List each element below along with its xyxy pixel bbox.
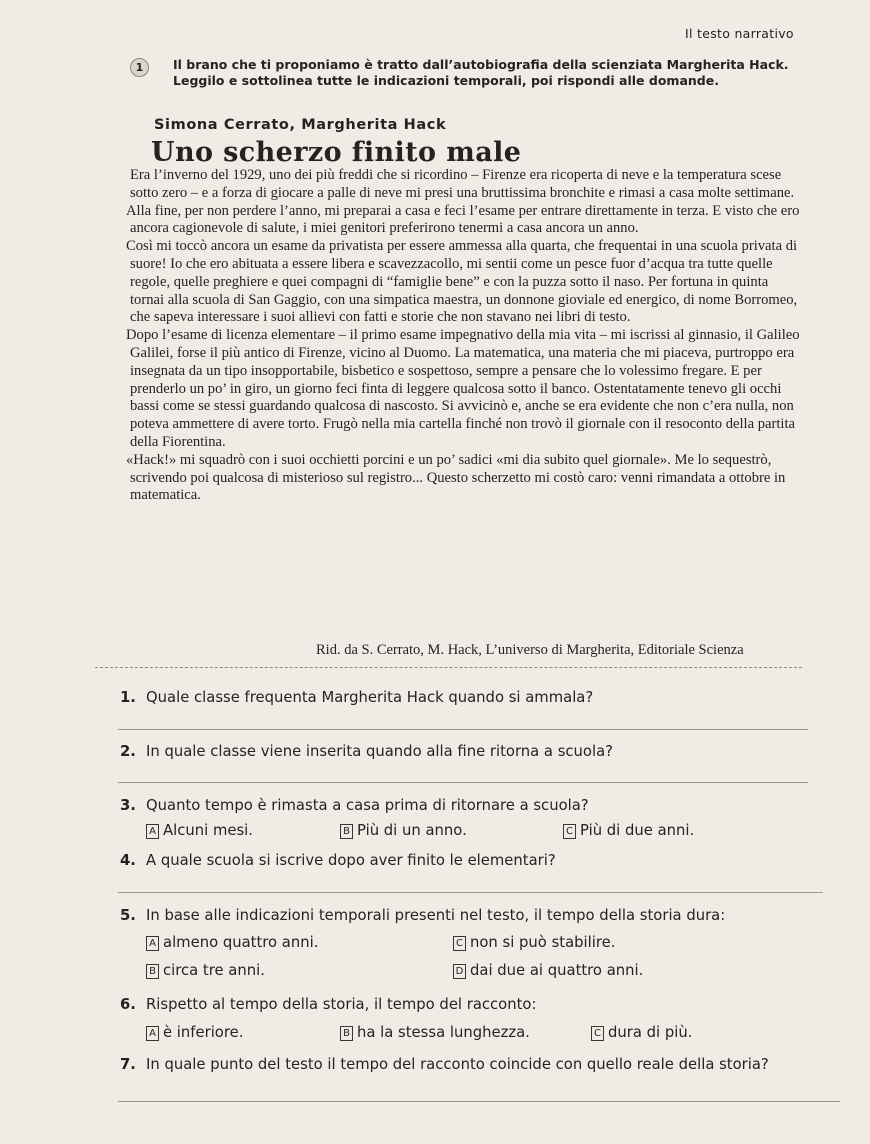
story-title: Uno scherzo finito male xyxy=(151,137,522,168)
question-1 xyxy=(120,689,593,706)
question-4 xyxy=(120,852,556,869)
story-paragraph: Dopo l’esame di licenza elementare – il primo esame impegnativo della mia vita – mi iscrissi al ginnasio, il Galileo Galilei, forse il più antico di Firenze, vicino al Duomo. La matematica, una materia che mi piaceva, purtroppo era insegnata da un tipo insopportabile, bisbetico e sospettoso, sempre a pensare che lo volessimo fregare. E per prenderlo un po’ in giro, un giorno feci finta di leggere qualcosa sotto il banco. Ostentatamente tenevo gli occhi bassi come se stessi guardando qualcosa di nascosto. Si avvicinò e, anche se era evidente che non c’era nulla, non poteva ammettere di avere torto. Frugò nella mia cartella finché non trovò il giornale con il resoconto della partita della Fiorentina. xyxy=(126,327,800,450)
option-text: Alcuni mesi. xyxy=(163,822,253,839)
section-header: Il testo narrativo xyxy=(685,26,794,41)
option-5c[interactable] xyxy=(453,934,615,951)
question-2 xyxy=(120,743,613,760)
option-letter: A xyxy=(146,1026,159,1041)
option-letter: A xyxy=(146,936,159,951)
question-3 xyxy=(120,797,589,814)
option-text: ha la stessa lunghezza. xyxy=(357,1024,530,1041)
question-text: In base alle indicazioni temporali presenti nel testo, il tempo della storia dura: xyxy=(146,907,726,924)
question-text: In quale classe viene inserita quando alla fine ritorna a scuola? xyxy=(146,743,613,760)
answer-line-4[interactable] xyxy=(118,892,823,893)
question-text: Quanto tempo è rimasta a casa prima di ritornare a scuola? xyxy=(146,797,589,814)
option-3a[interactable] xyxy=(146,822,253,839)
question-number: 2. xyxy=(120,743,136,760)
option-text: Più di due anni. xyxy=(580,822,695,839)
option-3b[interactable] xyxy=(340,822,467,839)
option-text: almeno quattro anni. xyxy=(163,934,319,951)
option-letter: C xyxy=(453,936,466,951)
option-5d[interactable] xyxy=(453,962,643,979)
question-number: 3. xyxy=(120,797,136,814)
exercise-number-badge: 1 xyxy=(130,58,149,77)
story-paragraph: Così mi toccò ancora un esame da privatista per essere ammessa alla quarta, che frequentai in una scuola privata di suore! Io che ero abituata a essere libera e scavezzacollo, mi sentii come un pesce fuor d’acqua tra tutte quelle regole, quelle preghiere e quei compagni di “famiglie bene” e con la puzza sotto il naso. Per fortuna in quinta tornai alla scuola di San Gaggio, con una simpatica maestra, un donnone gioviale ed energico, di nome Borromeo, che sapeva interessare i suoi allievi con fatti e storie che non stavano nei libri di testo. xyxy=(126,238,798,326)
question-text: Quale classe frequenta Margherita Hack quando si ammala? xyxy=(146,689,594,706)
option-text: dura di più. xyxy=(608,1024,693,1041)
option-text: è inferiore. xyxy=(163,1024,244,1041)
question-7 xyxy=(120,1056,769,1073)
question-number: 6. xyxy=(120,996,136,1013)
option-text: dai due ai quattro anni. xyxy=(470,962,644,979)
question-number: 5. xyxy=(120,907,136,924)
option-text: Più di un anno. xyxy=(357,822,467,839)
option-letter: B xyxy=(340,1026,353,1041)
answer-line-2[interactable] xyxy=(118,782,808,783)
story-text xyxy=(126,167,802,505)
answer-line-7[interactable] xyxy=(118,1101,840,1102)
source-citation: Rid. da S. Cerrato, M. Hack, L’universo di Margherita, Editoriale Scienza xyxy=(316,642,744,658)
option-letter: B xyxy=(340,824,353,839)
question-text: A quale scuola si iscrive dopo aver finito le elementari? xyxy=(146,852,556,869)
option-text: circa tre anni. xyxy=(163,962,265,979)
option-6b[interactable] xyxy=(340,1024,530,1041)
option-5a[interactable] xyxy=(146,934,318,951)
option-letter: D xyxy=(453,964,466,979)
question-number: 7. xyxy=(120,1056,136,1073)
answer-line-1[interactable] xyxy=(118,729,808,730)
question-number: 4. xyxy=(120,852,136,869)
option-text: non si può stabilire. xyxy=(470,934,616,951)
question-6 xyxy=(120,996,536,1013)
divider xyxy=(95,667,802,668)
option-letter: C xyxy=(563,824,576,839)
question-text: In quale punto del testo il tempo del racconto coincide con quello reale della storia? xyxy=(146,1056,769,1073)
exercise-instructions: Il brano che ti proponiamo è tratto dall’autobiografia della scienziata Margherita Hack. Leggilo e sottolinea tutte le indicazioni temporali, poi rispondi alle domande. xyxy=(173,57,789,88)
question-number: 1. xyxy=(120,689,136,706)
story-authors: Simona Cerrato, Margherita Hack xyxy=(154,117,447,133)
option-6a[interactable] xyxy=(146,1024,243,1041)
option-letter: B xyxy=(146,964,159,979)
story-paragraph: Era l’inverno del 1929, uno dei più freddi che si ricordino – Firenze era ricoperta di neve e la temperatura scese sotto zero – e a forza di giocare a palle di neve mi presi una bruttissima bronchite e rimasi a casa molte settimane. xyxy=(130,167,795,201)
option-5b[interactable] xyxy=(146,962,265,979)
option-letter: C xyxy=(591,1026,604,1041)
option-letter: A xyxy=(146,824,159,839)
story-paragraph: «Hack!» mi squadrò con i suoi occhietti porcini e un po’ sadici «mi dia subito quel giornale». Me lo sequestrò, scrivendo poi qualcosa di misterioso sul registro... Questo scherzetto mi costò caro: venni rimandata a ottobre in matematica. xyxy=(126,451,786,504)
question-5 xyxy=(120,907,725,924)
option-3c[interactable] xyxy=(563,822,694,839)
option-6c[interactable] xyxy=(591,1024,692,1041)
story-paragraph: Alla fine, per non perdere l’anno, mi preparai a casa e feci l’esame per entrare direttamente in terza. E visto che ero ancora cagionevole di salute, i miei genitori preferirono tenermi a casa ancora un anno. xyxy=(126,202,800,237)
question-text: Rispetto al tempo della storia, il tempo del racconto: xyxy=(146,996,537,1013)
